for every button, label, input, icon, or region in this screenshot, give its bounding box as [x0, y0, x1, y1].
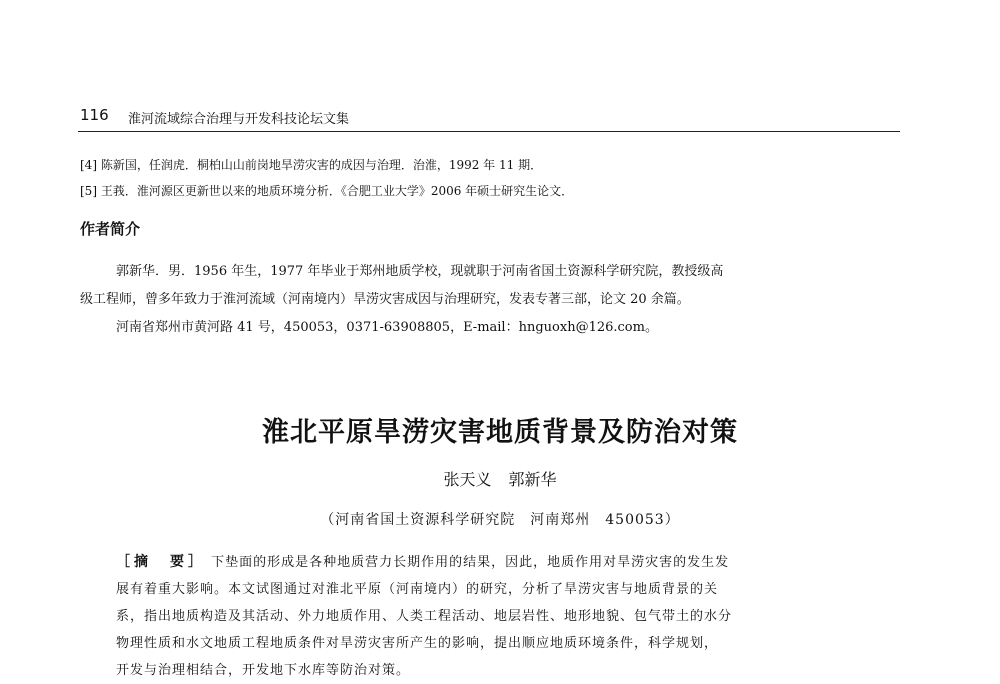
- abstract-line: 物理性质和水文地质工程地质条件对旱涝灾害所产生的影响，提出顺应地质环境条件，科学规划，: [116, 636, 719, 651]
- abstract-label: ［摘 要］: [116, 554, 206, 570]
- page-number: 116: [80, 106, 109, 124]
- author-bio-heading: 作者简介: [80, 220, 141, 238]
- abstract-line: 系，指出地质构造及其活动、外力地质作用、人类工程活动、地层岩性、地形地貌、包气带土的水分: [116, 609, 733, 624]
- author-bio-line: 级工程师，曾多年致力于淮河流域（河南境内）旱涝灾害成因与治理研究，发表专著三部，论文 20 余篇。: [80, 292, 690, 307]
- abstract-line: 开发与治理相结合，开发地下水库等防治对策。: [116, 663, 411, 678]
- article-authors: 张天义 郭新华: [443, 470, 557, 489]
- running-title: 淮河流域综合治理与开发科技论坛文集: [128, 112, 350, 127]
- reference-item: [4] 陈新国，任润虎．桐柏山山前岗地旱涝灾害的成因与治理．治淮，1992 年 11 期．: [80, 158, 543, 172]
- article-title: 淮北平原旱涝灾害地质背景及防治对策: [262, 417, 738, 448]
- header-rule: [78, 131, 900, 132]
- abstract-line: [116, 551, 729, 571]
- article-affiliation: （河南省国土资源科学研究院 河南郑州 450053）: [320, 512, 680, 528]
- abstract-text: 下垫面的形成是各种地质营力长期作用的结果，因此，地质作用对旱涝灾害的发生发: [211, 555, 730, 570]
- abstract-line: 展有着重大影响。本文试图通过对淮北平原（河南境内）的研究，分析了旱涝灾害与地质背景的关: [116, 582, 719, 597]
- author-bio-line: 郭新华．男．1956 年生，1977 年毕业于郑州地质学校，现就职于河南省国土资源科学研究院，教授级高: [116, 264, 724, 279]
- author-contact-line: 河南省郑州市黄河路 41 号，450053，0371-63908805，E-mail：hnguoxh@126.com。: [116, 320, 658, 335]
- reference-item: [5] 王莪．淮河源区更新世以来的地质环境分析．《合肥工业大学》2006 年硕士研究生论文．: [80, 184, 574, 198]
